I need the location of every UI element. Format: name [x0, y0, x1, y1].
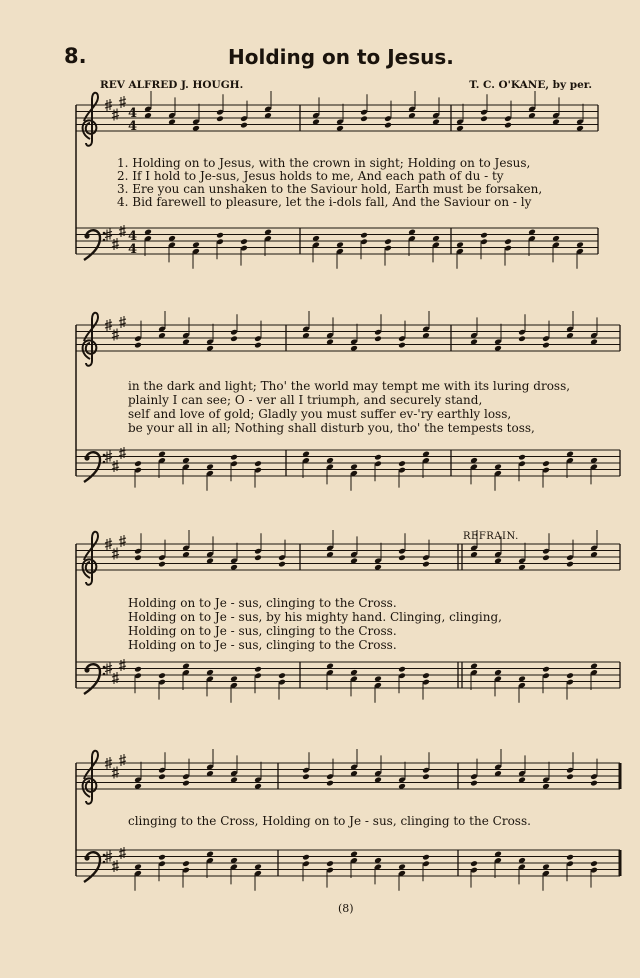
treble-staff: [76, 311, 620, 366]
notehead-icon: [182, 860, 190, 867]
treble-clef-icon: [83, 532, 98, 585]
notehead-icon: [542, 342, 550, 349]
sharp-icon: [112, 109, 119, 121]
notehead-icon: [230, 454, 238, 461]
notehead-icon: [470, 860, 478, 867]
time-signature-bottom: 4: [128, 119, 138, 134]
notehead-icon: [278, 561, 286, 568]
sharp-icon: [119, 659, 126, 671]
notehead-icon: [254, 554, 262, 561]
page-number: (8): [338, 902, 354, 915]
system-2-verse-4: be your all in all; Nothing shall disturb you, tho' the tempests toss,: [128, 421, 535, 435]
notehead-icon: [254, 460, 262, 467]
notehead-icon: [566, 854, 574, 861]
notehead-icon: [134, 554, 142, 561]
refrain-label: REFRAIN.: [463, 531, 519, 542]
sharp-icon: [119, 847, 126, 859]
system-1-verse-2: 2. If I hold to Je-sus, Jesus holds to me, And each path of du - ty: [117, 169, 504, 183]
notehead-icon: [384, 238, 392, 245]
system-1-verse-3: 3. Ere you can unshaken to the Saviour hold, Earth must be forsaken,: [117, 182, 543, 196]
system-3-verse-3: Holding on to Je - sus, clinging to the Cross.: [128, 624, 397, 638]
notehead-icon: [504, 122, 512, 129]
notehead-icon: [504, 238, 512, 245]
notehead-icon: [566, 773, 574, 780]
notehead-icon: [158, 773, 166, 780]
notehead-icon: [360, 232, 368, 239]
bass-staff: [76, 225, 598, 269]
bass-staff: [76, 659, 620, 703]
sharp-icon: [119, 754, 126, 766]
system-3-verse-1: Holding on to Je - sus, clinging to the Cross.: [128, 596, 397, 610]
notehead-icon: [422, 854, 430, 861]
notehead-icon: [254, 666, 262, 673]
notehead-icon: [134, 460, 142, 467]
sharp-icon: [112, 329, 119, 341]
notehead-icon: [590, 780, 598, 787]
music-systems: [76, 91, 620, 891]
notehead-icon: [302, 773, 310, 780]
notehead-icon: [216, 115, 224, 122]
time-signature-bottom: 4: [128, 242, 138, 257]
treble-staff: [76, 749, 620, 804]
notehead-icon: [480, 232, 488, 239]
notehead-icon: [278, 672, 286, 679]
sharp-icon: [112, 860, 119, 872]
notehead-icon: [542, 666, 550, 673]
notehead-icon: [542, 554, 550, 561]
treble-staff: [76, 91, 598, 146]
notehead-icon: [422, 561, 430, 568]
sharp-icon: [119, 447, 126, 459]
notehead-icon: [158, 561, 166, 568]
system-3-verse-2: Holding on to Je - sus, by his mighty hand. Clinging, clinging,: [128, 610, 502, 624]
treble-clef-icon: [83, 93, 98, 146]
system-4-lyric: clinging to the Cross, Holding on to Je - sus, clinging to the Cross.: [128, 814, 531, 828]
system-1-verse-1: 1. Holding on to Jesus, with the crown in sight; Holding on to Jesus,: [117, 156, 531, 170]
notehead-icon: [590, 860, 598, 867]
bass-staff: [76, 847, 620, 891]
treble-clef-icon: [83, 751, 98, 804]
sharp-icon: [112, 548, 119, 560]
notehead-icon: [302, 854, 310, 861]
system-2-verse-2: plainly I can see; O - ver all I triumph, and securely stand,: [128, 393, 483, 407]
notehead-icon: [384, 122, 392, 129]
notehead-icon: [240, 122, 248, 129]
sharp-icon: [119, 535, 126, 547]
notehead-icon: [216, 232, 224, 239]
notehead-icon: [422, 672, 430, 679]
notehead-icon: [182, 780, 190, 787]
notehead-icon: [326, 860, 334, 867]
notehead-icon: [398, 554, 406, 561]
notehead-icon: [326, 780, 334, 787]
sharp-icon: [112, 767, 119, 779]
notehead-icon: [566, 561, 574, 568]
system-1-verse-4: 4. Bid farewell to pleasure, let the i-dols fall, And the Saviour on - ly: [117, 195, 532, 209]
treble-staff: [76, 530, 620, 585]
time-signature-top: 4: [128, 229, 138, 244]
notehead-icon: [422, 773, 430, 780]
sharp-icon: [112, 460, 119, 472]
notehead-icon: [398, 342, 406, 349]
notehead-icon: [398, 460, 406, 467]
bass-staff: [76, 447, 620, 491]
sharp-icon: [119, 225, 126, 237]
notehead-icon: [398, 666, 406, 673]
system-3-verse-4: Holding on to Je - sus, clinging to the Cross.: [128, 638, 397, 652]
notehead-icon: [470, 780, 478, 787]
notehead-icon: [254, 342, 262, 349]
notehead-icon: [158, 672, 166, 679]
sharp-icon: [119, 96, 126, 108]
hymn-number: 8.: [64, 44, 87, 68]
system-2-verse-3: self and love of gold; Gladly you must suffer ev-'ry earthly loss,: [128, 407, 512, 421]
notehead-icon: [230, 335, 238, 342]
notehead-icon: [134, 342, 142, 349]
hymn-title: Holding on to Jesus.: [228, 45, 454, 69]
notehead-icon: [374, 335, 382, 342]
sharp-icon: [119, 316, 126, 328]
sharp-icon: [112, 672, 119, 684]
notehead-icon: [566, 672, 574, 679]
notehead-icon: [480, 115, 488, 122]
composer-credit: T. C. O'KANE, by per.: [469, 79, 592, 91]
notehead-icon: [542, 460, 550, 467]
notehead-icon: [240, 238, 248, 245]
notehead-icon: [374, 454, 382, 461]
treble-clef-icon: [83, 313, 98, 366]
notehead-icon: [518, 454, 526, 461]
notehead-icon: [134, 666, 142, 673]
time-signature-top: 4: [128, 106, 138, 121]
system-2-verse-1: in the dark and light; Tho' the world may tempt me with its luring dross,: [128, 379, 571, 393]
lyricist-credit: REV ALFRED J. HOUGH.: [100, 79, 244, 91]
notehead-icon: [518, 335, 526, 342]
notehead-icon: [158, 854, 166, 861]
sharp-icon: [112, 238, 119, 250]
notehead-icon: [360, 115, 368, 122]
